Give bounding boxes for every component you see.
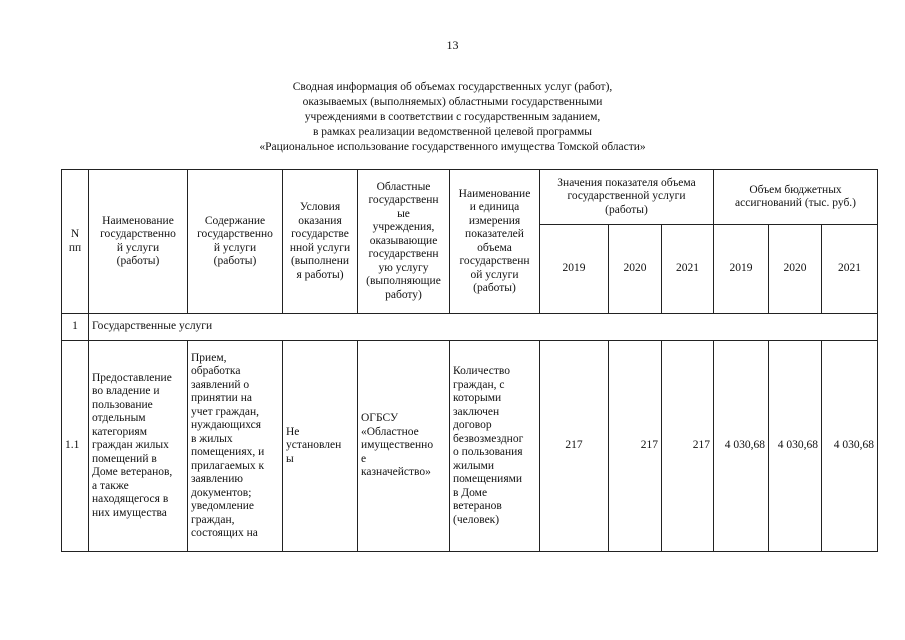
header-budget-year: 2021: [822, 225, 878, 314]
title-line: оказываемых (выполняемых) областными государственными: [302, 96, 603, 108]
section-label: Государственные услуги: [89, 314, 878, 341]
header-service-content: Содержание государственно й услуги (работы): [188, 170, 283, 314]
header-num: N пп: [62, 170, 89, 314]
header-service-name: Наименование государственно й услуги (работы): [89, 170, 188, 314]
section-row: [62, 314, 878, 341]
row-volume-value: 217: [662, 341, 714, 552]
row-num: 1.1: [62, 341, 89, 552]
row-conditions: Не установлен ы: [283, 341, 358, 552]
row-budget-value: 4 030,68: [822, 341, 878, 552]
row-budget-value: 4 030,68: [769, 341, 822, 552]
header-budget-year: 2019: [714, 225, 769, 314]
header-row: [62, 170, 878, 225]
title-line: учреждениями в соответствии с государственным заданием,: [304, 111, 601, 123]
row-volume-value: 217: [609, 341, 662, 552]
header-unit: Наименование и единица измерения показателей объема государственн ой услуги (работы): [450, 170, 540, 314]
row-unit: Количество граждан, с которыми заключен договор безвозмездног о пользования жилыми помещениями в Доме ветеранов (человек): [450, 341, 540, 552]
header-budget-year: 2020: [769, 225, 822, 314]
summary-table: [61, 169, 878, 552]
table-row: [62, 341, 878, 552]
header-budget-group: Объем бюджетных ассигнований (тыс. руб.): [714, 170, 878, 225]
header-institutions: Областные государственн ые учреждения, оказывающие государственн ую услугу (выполняющие работу): [358, 170, 450, 314]
page-number: 13: [446, 38, 459, 52]
title-line: «Рациональное использование государственного имущества Томской области»: [259, 141, 646, 153]
row-service-name: Предоставление во владение и пользование отдельным категориям граждан жилых помещений в Доме ветеранов, а также находящегося в них имущества: [89, 341, 188, 552]
header-volume-year: 2019: [540, 225, 609, 314]
row-volume-value: 217: [540, 341, 609, 552]
document-title: [180, 80, 725, 155]
header-volume-group: Значения показателя объема государственной услуги (работы): [540, 170, 714, 225]
header-volume-year: 2020: [609, 225, 662, 314]
section-num: 1: [62, 314, 89, 341]
title-line: Сводная информация об объемах государственных услуг (работ),: [292, 81, 613, 93]
row-institutions: ОГБСУ «Областное имущественно е казначейство»: [358, 341, 450, 552]
row-budget-value: 4 030,68: [714, 341, 769, 552]
header-conditions: Условия оказания государстве нной услуги (выполнени я работы): [283, 170, 358, 314]
header-volume-year: 2021: [662, 225, 714, 314]
title-line: в рамках реализации ведомственной целевой программы: [312, 126, 593, 138]
row-service-content: Прием, обработка заявлений о принятии на учет граждан, нуждающихся в жилых помещениях, и прилагаемых к заявлению документов; уведомление граждан, состоящих на: [188, 341, 283, 552]
